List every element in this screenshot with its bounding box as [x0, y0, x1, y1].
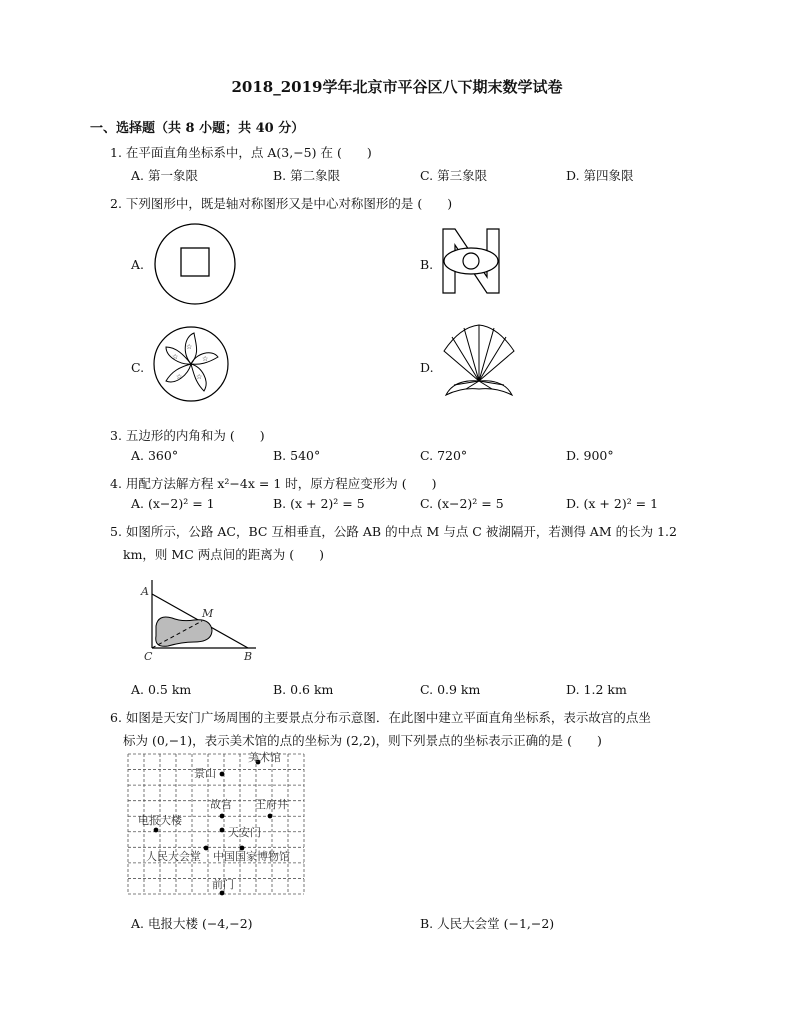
- map-label-dianbao: 电报大楼: [138, 814, 182, 827]
- q3-option-a: A. 360°: [131, 448, 179, 463]
- q5-option-a: A. 0.5 km: [131, 682, 192, 697]
- q5-option-c: C. 0.9 km: [420, 682, 481, 697]
- question-6-stem-line2: 标为 (0,−1)，表示美术馆的点的坐标为 (2,2)，则下列景点的坐标表示正确的是 ( ): [123, 733, 602, 748]
- figure-d-fan: [440, 323, 518, 403]
- q2-label-a: A.: [131, 257, 145, 272]
- map-label-renmin: 人民大会堂: [146, 850, 201, 863]
- q2-label-c: C.: [131, 360, 145, 375]
- map-label-jingshan: 景山: [194, 767, 216, 780]
- svg-text:☆: ☆: [172, 353, 179, 361]
- figure-a-circle-square: [153, 222, 239, 306]
- svg-text:☆: ☆: [186, 343, 193, 351]
- q1-option-a: A. 第一象限: [131, 168, 198, 183]
- q6-map-grid: [126, 752, 306, 898]
- map-label-bowuguan: 中国国家博物馆: [213, 850, 290, 863]
- q1-option-c: C. 第三象限: [420, 168, 488, 183]
- map-label-meishuguan: 美术馆: [248, 751, 281, 764]
- q4-option-d: D. (x + 2)² = 1: [566, 496, 659, 511]
- q1-option-d: D. 第四象限: [566, 168, 634, 183]
- q2-label-b: B.: [420, 257, 434, 272]
- figure-b-n-eye: [441, 227, 501, 295]
- map-label-wangfujing: 王府井: [255, 798, 288, 811]
- map-label-tiananmen: 天安门: [228, 826, 261, 839]
- svg-text:☆: ☆: [176, 373, 183, 381]
- q4-option-a: A. (x−2)² = 1: [131, 496, 215, 511]
- q4-option-b: B. (x + 2)² = 5: [273, 496, 365, 511]
- question-5-stem-line1: 5. 如图所示，公路 AC，BC 互相垂直，公路 AB 的中点 M 与点 C 被湖隔开，若测得 AM 的长为 1.2: [110, 524, 677, 539]
- q5-triangle-figure: [138, 576, 268, 666]
- q1-option-b: B. 第二象限: [273, 168, 341, 183]
- q6-option-b: B. 人民大会堂 (−1,−2): [420, 916, 555, 931]
- question-6-stem-line1: 6. 如图是天安门广场周围的主要景点分布示意图．在此图中建立平面直角坐标系，表示故宫的点坐: [110, 710, 651, 725]
- q3-option-c: C. 720°: [420, 448, 468, 463]
- q5-option-d: D. 1.2 km: [566, 682, 627, 697]
- label-c: C: [144, 650, 153, 663]
- q2-label-d: D.: [420, 360, 434, 375]
- map-label-qianmen: 前门: [212, 878, 234, 891]
- question-5-stem-line2: km，则 MC 两点间的距离为 ( ): [123, 547, 324, 562]
- label-b: B: [244, 650, 253, 663]
- q6-option-a: A. 电报大楼 (−4,−2): [131, 916, 253, 931]
- question-4-stem: 4. 用配方法解方程 x²−4x = 1 时，原方程应变形为 ( ): [110, 476, 437, 491]
- q4-option-c: C. (x−2)² = 5: [420, 496, 504, 511]
- q3-option-b: B. 540°: [273, 448, 321, 463]
- section-heading: 一、选择题（共 8 小题；共 40 分）: [90, 121, 305, 136]
- figure-c-flower-emblem: [152, 325, 230, 403]
- svg-text:☆: ☆: [196, 373, 203, 381]
- page-title: 2018_2019学年北京市平谷区八下期末数学试卷: [231, 78, 563, 96]
- svg-text:☆: ☆: [202, 355, 209, 363]
- map-label-gugong: 故宫: [210, 798, 232, 811]
- q5-option-b: B. 0.6 km: [273, 682, 334, 697]
- label-a: A: [141, 585, 149, 598]
- question-2-stem: 2. 下列图形中，既是轴对称图形又是中心对称图形的是 ( ): [110, 196, 453, 211]
- label-m: M: [202, 607, 214, 620]
- question-1-stem: 1. 在平面直角坐标系中，点 A(3,−5) 在 ( ): [110, 145, 372, 160]
- question-3-stem: 3. 五边形的内角和为 ( ): [110, 428, 265, 443]
- q3-option-d: D. 900°: [566, 448, 614, 463]
